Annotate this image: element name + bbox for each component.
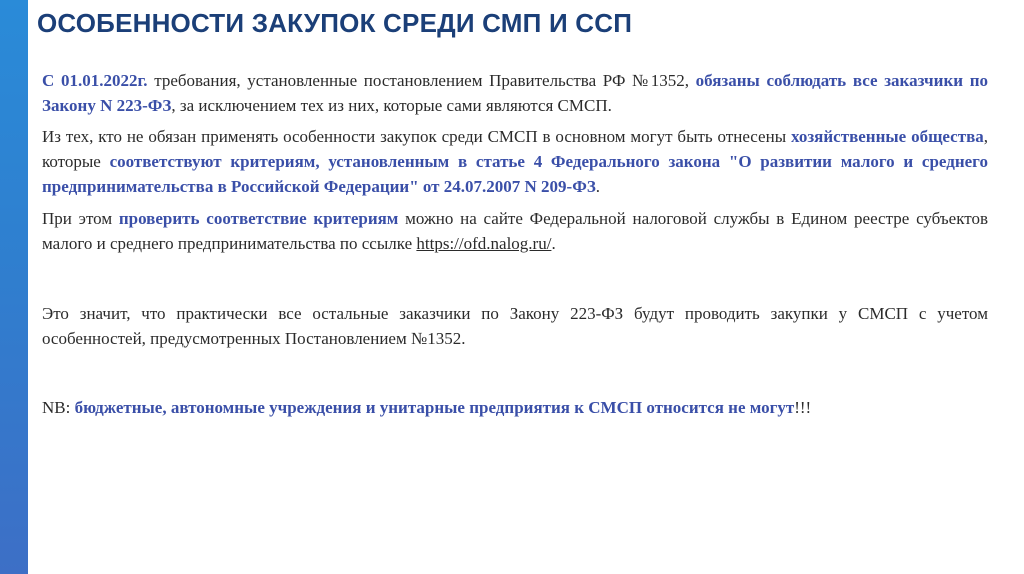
text-span: , за исключением тех из них, которые сами являются СМСП. [171,96,612,115]
paragraph-effective-date [42,68,988,118]
slide-title: ОСОБЕННОСТИ ЗАКУПОК СРЕДИ СМП И ССП [37,8,633,38]
business-companies-highlight: хозяйственные общества [791,127,984,146]
text-span: . [595,177,601,196]
effective-date: С 01.01.2022г. [42,71,148,90]
slide-body [42,68,988,420]
exclamation-marks: !!! [794,398,812,417]
text-span: . [551,234,556,253]
verify-criteria-highlight: проверить соответствие критериям [118,209,399,228]
text-span: Из тех, кто не обязан применять особенности закупок среди СМСП в основном могут быть отнесены [42,127,791,146]
paragraph-conclusion [42,301,988,351]
text-span: , которые [42,127,989,171]
nb-label: NB: [42,398,75,417]
criteria-law-highlight: соответствуют критериям, установленным в статье 4 Федерального закона "О развитии малого и среднего предпринимательства в Российской Федерации" от 24.07.2007 N 209-ФЗ [42,152,988,196]
paragraph-verification [42,206,988,256]
ofd-nalog-link[interactable]: https://ofd.nalog.ru/ [416,234,552,253]
obligation-highlight: обязаны соблюдать все заказчики по Закону N 223-ФЗ [42,71,988,115]
paragraph-nb [42,395,988,420]
text-span: можно на сайте Федеральной налоговой службы в Едином реестре субъектов малого и среднего предпринимательства по ссылке [42,209,988,253]
paragraph-exemptions [42,124,988,199]
text-span: При этом [42,209,119,228]
nb-highlight: бюджетные, автономные учреждения и унитарные предприятия к СМСП относится не могут [74,398,795,417]
left-accent-bar [0,0,28,574]
text-span: Это значит, что практически все остальные заказчики по Закону 223-ФЗ будут проводить закупки у СМСП с учетом особенностей, предусмотренных Постановлением №1352. [42,304,988,348]
text-span: требования, установленные постановлением Правительства РФ №1352, [147,71,696,90]
